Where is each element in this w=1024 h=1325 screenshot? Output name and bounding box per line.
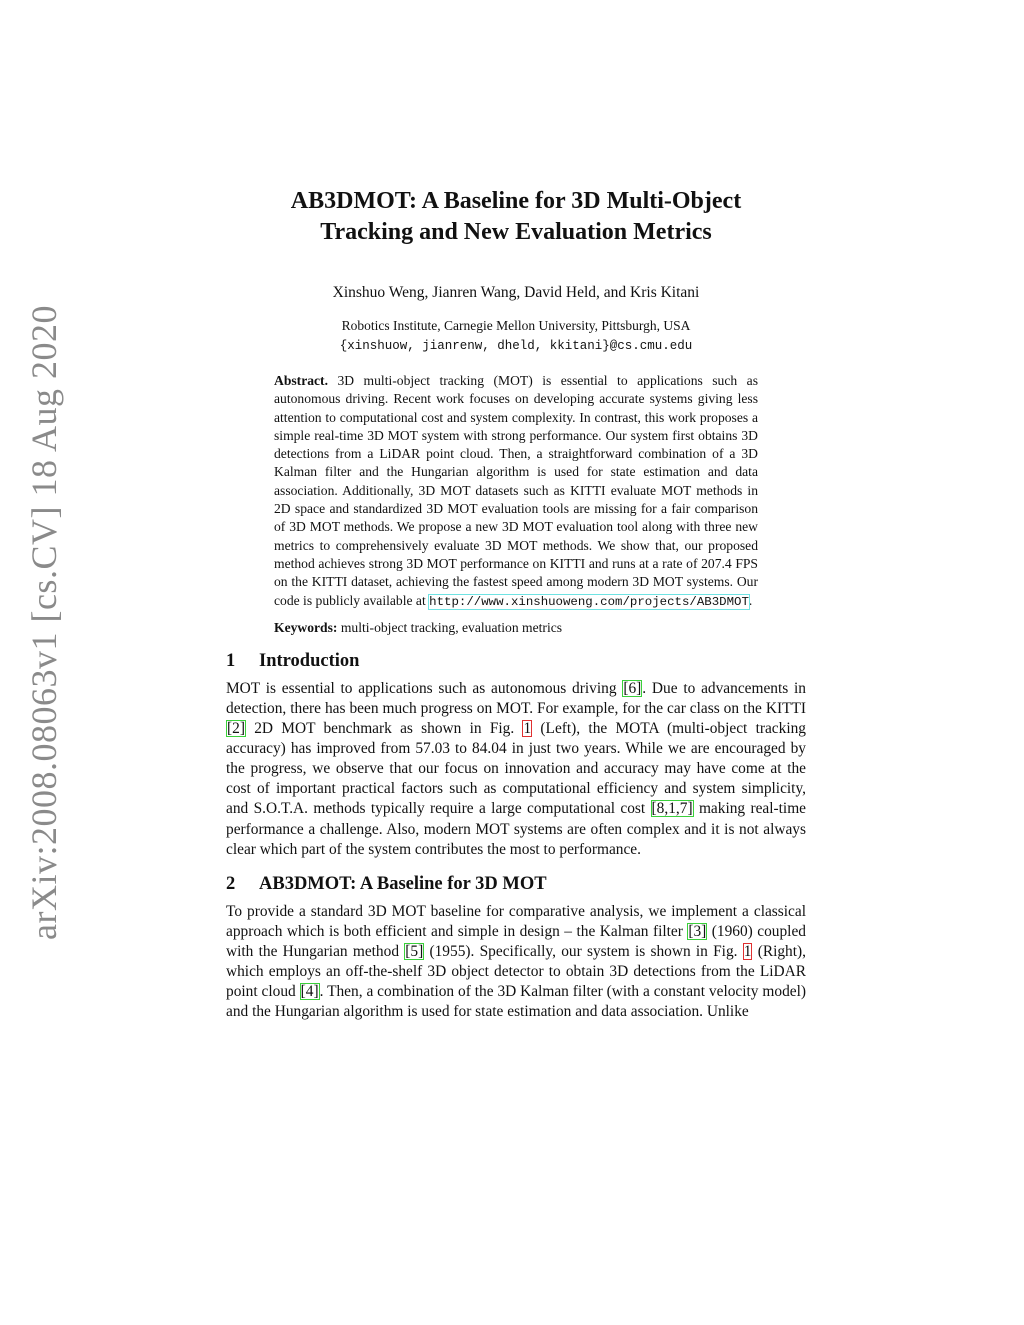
text-run: 2D MOT benchmark as shown in Fig. bbox=[245, 720, 523, 738]
keywords bbox=[274, 619, 758, 637]
section-heading-ab3dmot bbox=[226, 872, 806, 896]
abstract-label: Abstract. bbox=[274, 373, 328, 388]
text-run: making real-time performance a challenge. Also, modern MOT systems are often complex and it is not always clear which part of the system contributes the most to performance. bbox=[226, 800, 806, 858]
text-run: . Due to advancements in detection, there has been much progress on MOT. For example, for the car class on the KITTI bbox=[226, 679, 807, 717]
introduction-body bbox=[226, 679, 806, 860]
author-list: Xinshuo Weng, Jianren Wang, David Held, and Kris Kitani bbox=[332, 284, 700, 301]
keywords-text: multi-object tracking, evaluation metrics bbox=[340, 619, 563, 635]
author-emails bbox=[226, 335, 806, 356]
keywords-label: Keywords: bbox=[274, 619, 338, 635]
citation-link[interactable]: [6] bbox=[623, 679, 642, 697]
abstract bbox=[274, 372, 758, 611]
section-number: 1 bbox=[226, 650, 236, 671]
abstract-end: . bbox=[748, 592, 753, 608]
affiliation: Robotics Institute, Carnegie Mellon University, Pittsburgh, USA bbox=[341, 318, 691, 333]
citation-link[interactable]: [2] bbox=[227, 720, 245, 738]
project-url-link[interactable]: http://www.xinshuoweng.com/projects/AB3DMOT bbox=[429, 594, 749, 609]
section-title: Introduction bbox=[259, 650, 360, 671]
ab3dmot-paragraph bbox=[226, 902, 806, 1023]
citation-link[interactable]: [5] bbox=[405, 942, 424, 960]
arxiv-identifier-stamp: arXiv:2008.08063v1 [cs.CV] 18 Aug 2020 bbox=[24, 305, 64, 940]
paper-title bbox=[226, 186, 806, 248]
figure-link[interactable]: 1 bbox=[523, 720, 532, 738]
text-run: . Then, a combination of the 3D Kalman filter (with a constant velocity model) and the Hungarian algorithm is used for state estimation and data association. Unlike bbox=[226, 983, 806, 1021]
ab3dmot-body bbox=[226, 902, 806, 1023]
citation-link[interactable]: [8,1,7] bbox=[651, 800, 693, 818]
section-title: AB3DMOT: A Baseline for 3D MOT bbox=[259, 873, 547, 894]
section-number: 2 bbox=[226, 873, 236, 894]
citation-link[interactable]: [4] bbox=[300, 983, 319, 1001]
text-run: (1955). Specifically, our system is shown in Fig. bbox=[424, 942, 743, 960]
text-run: (Right), which employs an off-the-shelf 3D object detector to obtain 3D detections from the LiDAR point cloud bbox=[226, 942, 807, 1001]
citation-link[interactable]: [3] bbox=[688, 922, 707, 940]
email-list: {xinshuow, jianrenw, dheld, kkitani}@cs.cmu.edu bbox=[339, 339, 693, 353]
text-run: (1960) coupled with the Hungarian method bbox=[226, 922, 806, 960]
text-run: MOT is essential to applications such as autonomous driving bbox=[226, 679, 623, 697]
abstract-text: 3D multi-object tracking (MOT) is essential to applications such as autonomous driving. Recent work focuses on developing accurate systems giving less attention to computational cost and system complexity. In contrast, this work proposes a simple real-time 3D MOT system with strong performance. Our system first obtains 3D detections from a LiDAR point cloud. Then, a straightforward combination of a 3D Kalman filter and the Hungarian algorithm is used for state estimation and data association. Additionally, 3D MOT datasets such as KITTI evaluate MOT methods in 2D space and standardized 3D MOT evaluation tools are missing for a fair comparison of 3D MOT methods. We propose a new 3D MOT evaluation tool along with three new metrics to comprehensively evaluate 3D MOT methods. We show that, our proposed method achieves strong 3D MOT performance on KITTI and runs at a rate of 207.4 FPS on the KITTI dataset, achieving the fastest speed among modern 3D MOT systems. Our code is publicly available at bbox=[274, 373, 758, 608]
text-run: To provide a standard 3D MOT baseline for comparative analysis, we implement a classical approach which is both efficient and simple in design – the Kalman filter bbox=[226, 902, 806, 940]
introduction-paragraph bbox=[226, 679, 806, 860]
section-heading-introduction bbox=[226, 649, 806, 673]
title-line-2: Tracking and New Evaluation Metrics bbox=[320, 219, 712, 245]
figure-link[interactable]: 1 bbox=[743, 942, 752, 960]
paper-page bbox=[226, 186, 806, 1022]
text-run: (Left), the MOTA (multi-object tracking accuracy) has improved from 57.03 to 84.04 in just two years. While we are encouraged by the progress, we observe that our focus on innovation and accuracy may have come at the cost of important practical factors such as computational efficiency and system simplicity, and S.O.T.A. methods typically require a large computational cost bbox=[226, 720, 806, 818]
title-line-1: AB3DMOT: A Baseline for 3D Multi-Object bbox=[290, 188, 742, 214]
